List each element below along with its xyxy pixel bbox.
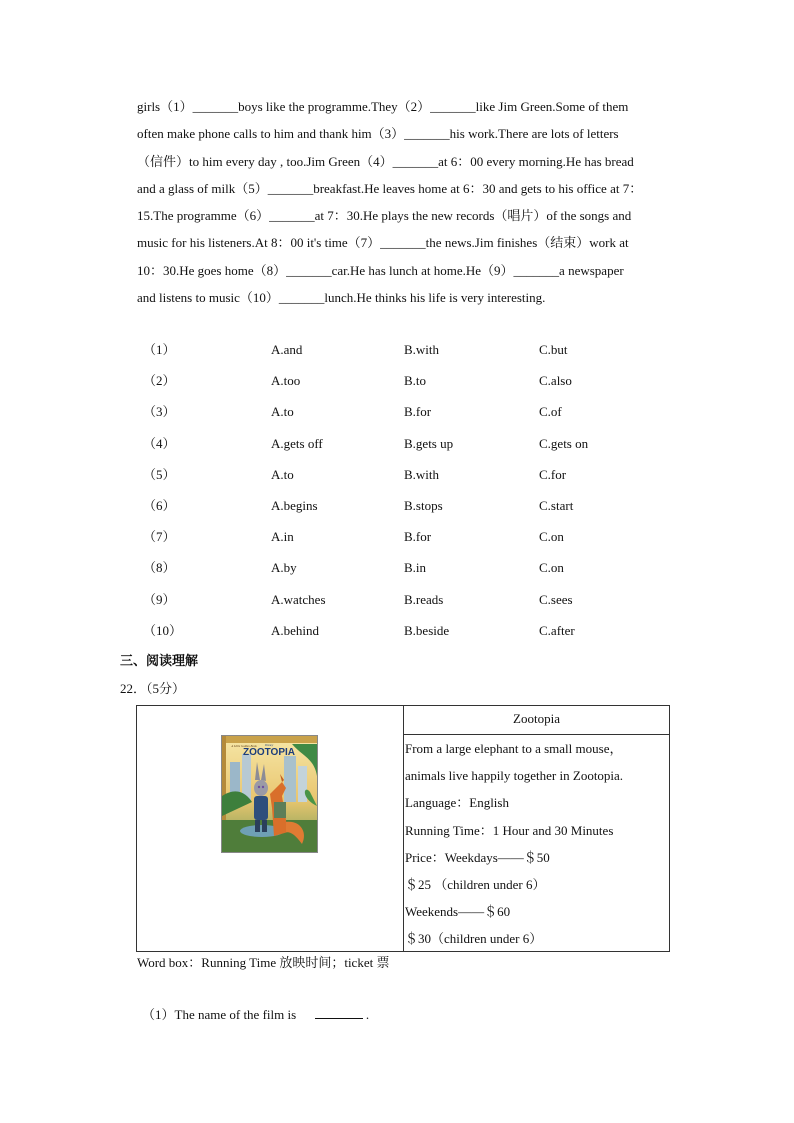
option-a[interactable]: A.to [271, 404, 294, 420]
sub-question-end: . [365, 1007, 370, 1022]
option-c[interactable]: C.but [539, 342, 568, 357]
passage-line: and a glass of milk（5）_______breakfast.He leaves home at 6：30 and gets to his office at 7： [137, 180, 643, 196]
option-b[interactable]: B.gets up [404, 435, 454, 451]
passage-line: （信件）to him every day , too.Jim Green（4）_______at 6：00 every morning.He has bread [137, 153, 634, 169]
sub-question-text: （1）The name of the film is [142, 1007, 297, 1022]
section-title: 三、阅读理解 [120, 654, 199, 669]
film-info-line: ＄30（children under 6） [405, 931, 543, 947]
passage-line: 15.The programme（6）_______at 7：30.He plays the new records（唱片）of the songs and [137, 208, 632, 224]
option-c[interactable]: C.after [539, 622, 575, 638]
option-number: （1） [143, 342, 176, 357]
option-number: （5） [143, 466, 176, 482]
option-a[interactable]: A.and [271, 342, 303, 357]
option-row [137, 587, 697, 618]
option-a[interactable]: A.too [271, 373, 301, 389]
film-info-line: Weekends——＄60 [405, 904, 511, 920]
option-number: （2） [143, 373, 176, 389]
passage-line: music for his listeners.At 8：00 it's time（7）_______the news.Jim finishes（结束）work at [137, 235, 629, 251]
option-c[interactable]: C.also [539, 373, 572, 389]
film-info-line: From a large elephant to a small mouse， [405, 741, 623, 756]
option-c[interactable]: C.sees [539, 591, 573, 607]
option-row [137, 462, 697, 493]
film-info-line: Running Time：1 Hour and 30 Minutes [405, 822, 614, 838]
option-a[interactable]: A.in [271, 529, 294, 545]
passage-line: 10：30.He goes home（8）_______car.He has lunch at home.He（9）_______a newspaper [137, 262, 624, 278]
option-number: （8） [143, 560, 176, 576]
film-info-body [405, 734, 667, 953]
option-b[interactable]: B.to [404, 373, 427, 389]
film-info-line: Language：English [405, 795, 509, 811]
option-a[interactable]: A.watches [271, 591, 326, 607]
option-b[interactable]: B.with [404, 342, 440, 357]
option-c[interactable]: C.of [539, 404, 562, 420]
option-number: （7） [143, 529, 176, 545]
passage-text [137, 93, 675, 311]
option-a[interactable]: A.by [271, 560, 297, 576]
option-row [137, 555, 697, 586]
option-row [137, 618, 697, 649]
word-box: Word box：Running Time 放映时间；ticket 票 [137, 955, 390, 970]
option-b[interactable]: B.stops [404, 497, 443, 513]
option-c[interactable]: C.gets on [539, 435, 589, 451]
option-number: （3） [143, 404, 176, 420]
option-b[interactable]: B.in [404, 560, 427, 576]
option-number: （6） [143, 497, 176, 513]
option-row [137, 368, 697, 399]
option-a[interactable]: A.gets off [271, 435, 323, 451]
option-row [137, 493, 697, 524]
option-row [137, 524, 697, 555]
film-info-line: Price：Weekdays——＄50 [405, 849, 550, 865]
poster-brand: Disney [264, 743, 274, 747]
options-list [137, 337, 697, 649]
poster-title: ZOOTOPIA [242, 747, 296, 758]
sub-question [142, 1006, 369, 1024]
film-info-line: ＄25 （children under 6） [405, 877, 546, 893]
option-b[interactable]: B.with [404, 466, 440, 482]
option-c[interactable]: C.on [539, 560, 564, 576]
film-info-line: animals live happily together in Zootopia. [405, 768, 624, 784]
option-a[interactable]: A.to [271, 466, 294, 482]
film-info-table [136, 705, 670, 952]
option-b[interactable]: B.reads [404, 591, 444, 607]
zootopia-poster-image [221, 735, 318, 853]
option-row [137, 399, 697, 430]
option-row [137, 431, 697, 462]
option-b[interactable]: B.for [404, 404, 432, 420]
option-c[interactable]: C.start [539, 497, 574, 513]
option-a[interactable]: A.begins [271, 497, 318, 513]
option-number: （10） [143, 622, 183, 638]
option-a[interactable]: A.behind [271, 622, 320, 638]
option-b[interactable]: B.for [404, 529, 432, 545]
option-c[interactable]: C.for [539, 466, 567, 482]
poster-cell [137, 706, 404, 951]
option-number: （4） [143, 435, 176, 451]
passage-line: girls（1）_______boys like the programme.They（2）_______like Jim Green.Some of them [137, 99, 629, 114]
film-title-header: Zootopia [404, 706, 669, 735]
option-row [137, 337, 697, 368]
passage-line: often make phone calls to him and thank him（3）_______his work.There are lots of letters [137, 126, 619, 142]
question-number: 22．（5分） [120, 681, 186, 696]
option-c[interactable]: C.on [539, 529, 564, 545]
passage-line: and listens to music（10）_______lunch.He thinks his life is very interesting. [137, 290, 546, 306]
answer-blank[interactable] [315, 1006, 363, 1019]
poster-series: A Little Golden Book [231, 744, 257, 748]
option-b[interactable]: B.beside [404, 622, 450, 638]
option-number: （9） [143, 591, 176, 607]
